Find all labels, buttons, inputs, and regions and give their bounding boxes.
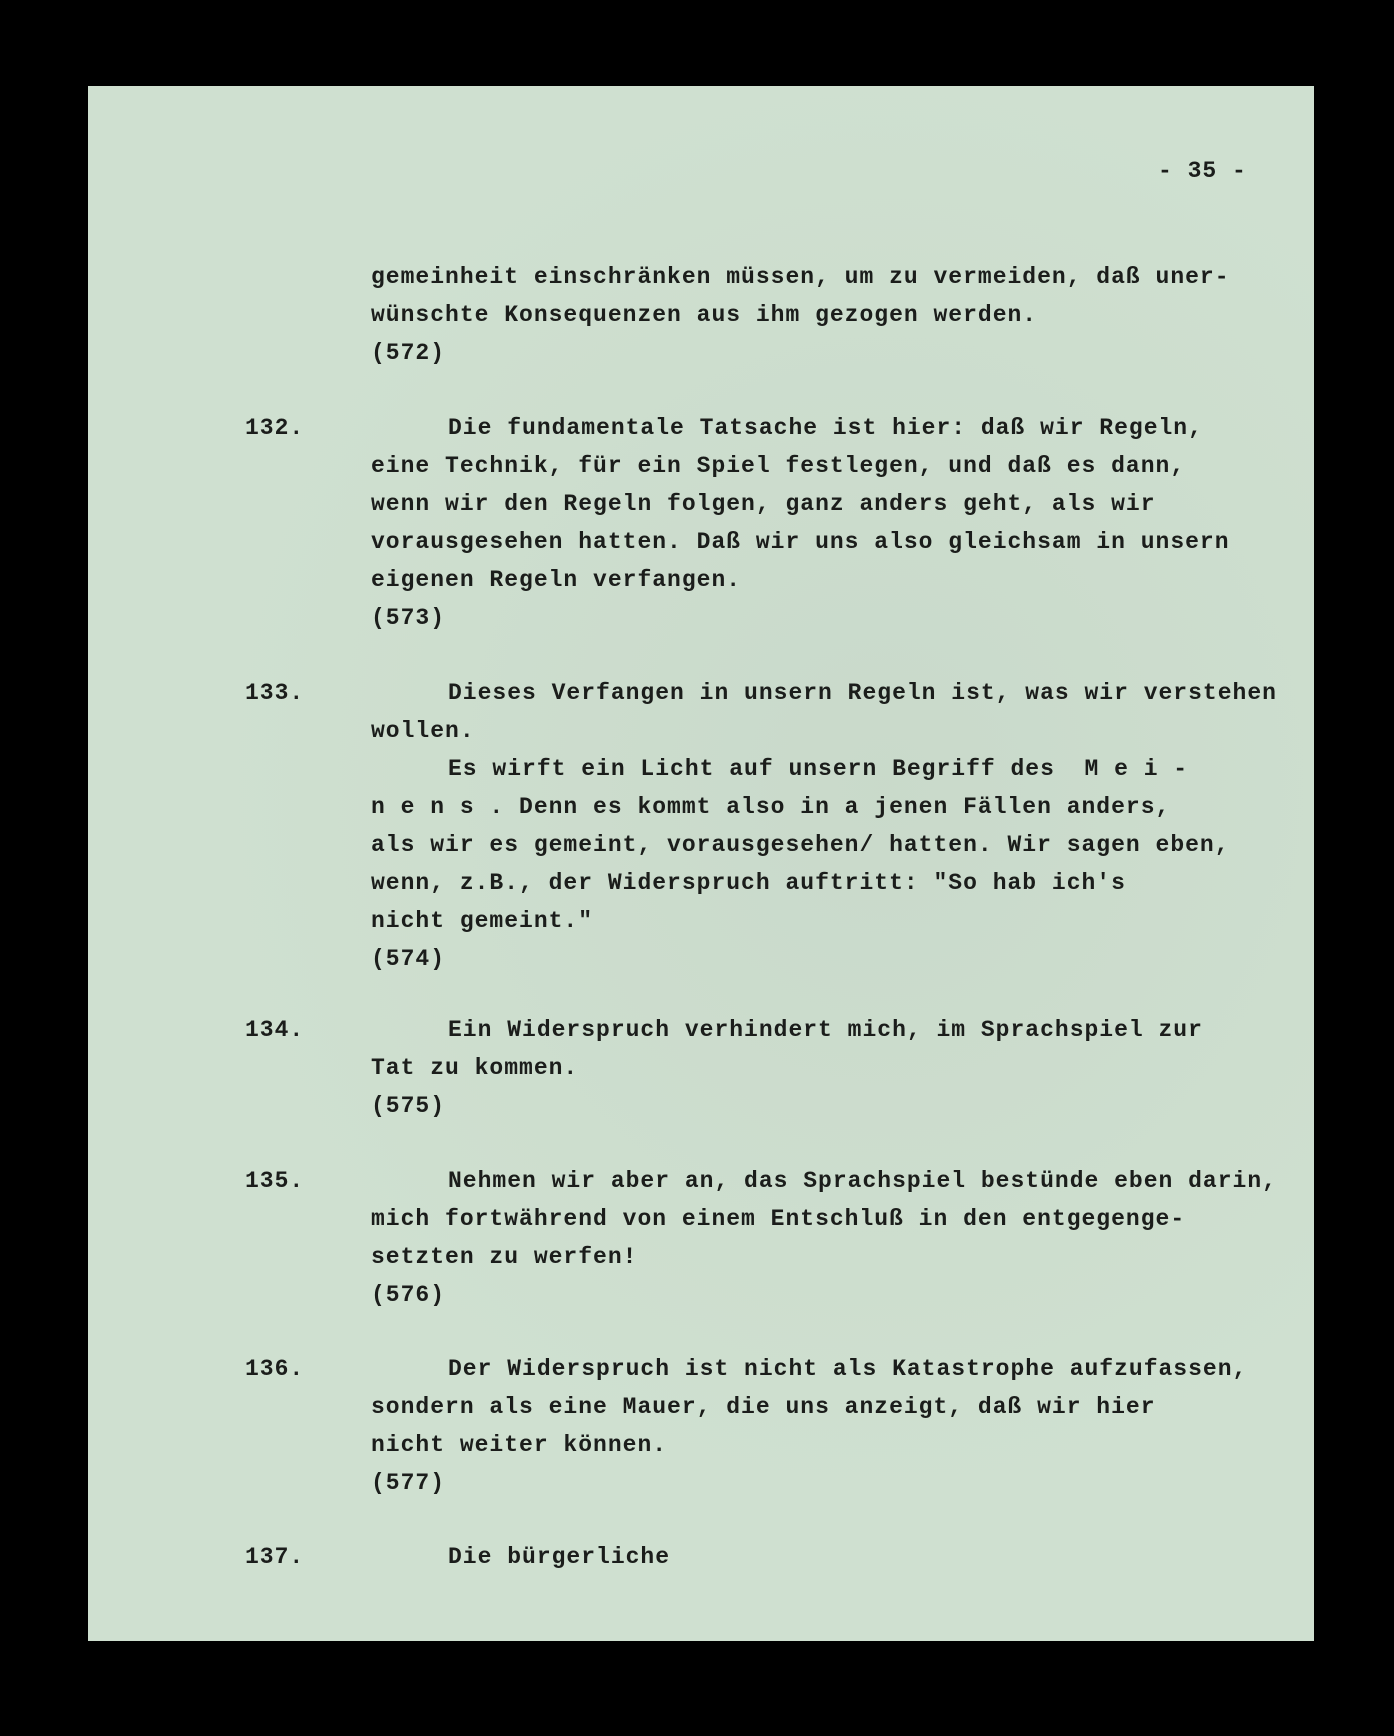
intro-line-1: gemeinheit einschränken müssen, um zu vermeiden, daß uner- <box>371 264 1230 290</box>
section-132-line-3: wenn wir den Regeln folgen, ganz anders geht, als wir <box>371 491 1156 517</box>
ref-575: (575) <box>371 1093 446 1119</box>
section-135-line-2: mich fortwährend von einem Entschluß in den entgegenge- <box>371 1206 1186 1232</box>
section-number-136: 136. <box>245 1356 305 1382</box>
section-135-line-1: Nehmen wir aber an, das Sprachspiel bestünde eben darin, <box>448 1168 1277 1194</box>
section-number-137: 137. <box>245 1544 305 1570</box>
section-136-line-3: nicht weiter können. <box>371 1432 668 1458</box>
section-number-132: 132. <box>245 415 305 441</box>
section-132-line-1: Die fundamentale Tatsache ist hier: daß wir Regeln, <box>448 415 1203 441</box>
ref-572: (572) <box>371 340 446 366</box>
ref-574: (574) <box>371 946 446 972</box>
section-133-line-6: wenn, z.B., der Widerspruch auftritt: "So hab ich's <box>371 870 1126 896</box>
section-133-line-1: Dieses Verfangen in unsern Regeln ist, was wir verstehen <box>448 680 1277 706</box>
section-133-line-5: als wir es gemeint, vorausgesehen/ hatten. Wir sagen eben, <box>371 832 1230 858</box>
section-number-133: 133. <box>245 680 305 706</box>
section-134-line-2: Tat zu kommen. <box>371 1055 579 1081</box>
section-137-line-1: Die bürgerliche <box>448 1544 671 1570</box>
section-132-line-5: eigenen Regeln verfangen. <box>371 567 742 593</box>
section-number-134: 134. <box>245 1017 305 1043</box>
typewritten-page <box>88 86 1314 1641</box>
section-132-line-4: vorausgesehen hatten. Daß wir uns also gleichsam in unsern <box>371 529 1230 555</box>
section-133-line-4: n e n s . Denn es kommt also in a jenen Fällen anders, <box>371 794 1171 820</box>
intro-line-2: wünschte Konsequenzen aus ihm gezogen werden. <box>371 302 1038 328</box>
section-135-line-3: setzten zu werfen! <box>371 1244 638 1270</box>
section-133-line-2: wollen. <box>371 718 475 744</box>
page-number: - 35 - <box>1158 158 1247 184</box>
section-136-line-1: Der Widerspruch ist nicht als Katastrophe aufzufassen, <box>448 1356 1248 1382</box>
ref-573: (573) <box>371 605 446 631</box>
section-number-135: 135. <box>245 1168 305 1194</box>
section-133-line-3: Es wirft ein Licht auf unsern Begriff des M e i - <box>448 756 1189 782</box>
ref-577: (577) <box>371 1470 446 1496</box>
section-136-line-2: sondern als eine Mauer, die uns anzeigt, daß wir hier <box>371 1394 1156 1420</box>
ref-576: (576) <box>371 1282 446 1308</box>
section-132-line-2: eine Technik, für ein Spiel festlegen, und daß es dann, <box>371 453 1186 479</box>
section-134-line-1: Ein Widerspruch verhindert mich, im Sprachspiel zur <box>448 1017 1203 1043</box>
section-133-line-7: nicht gemeint." <box>371 908 594 934</box>
